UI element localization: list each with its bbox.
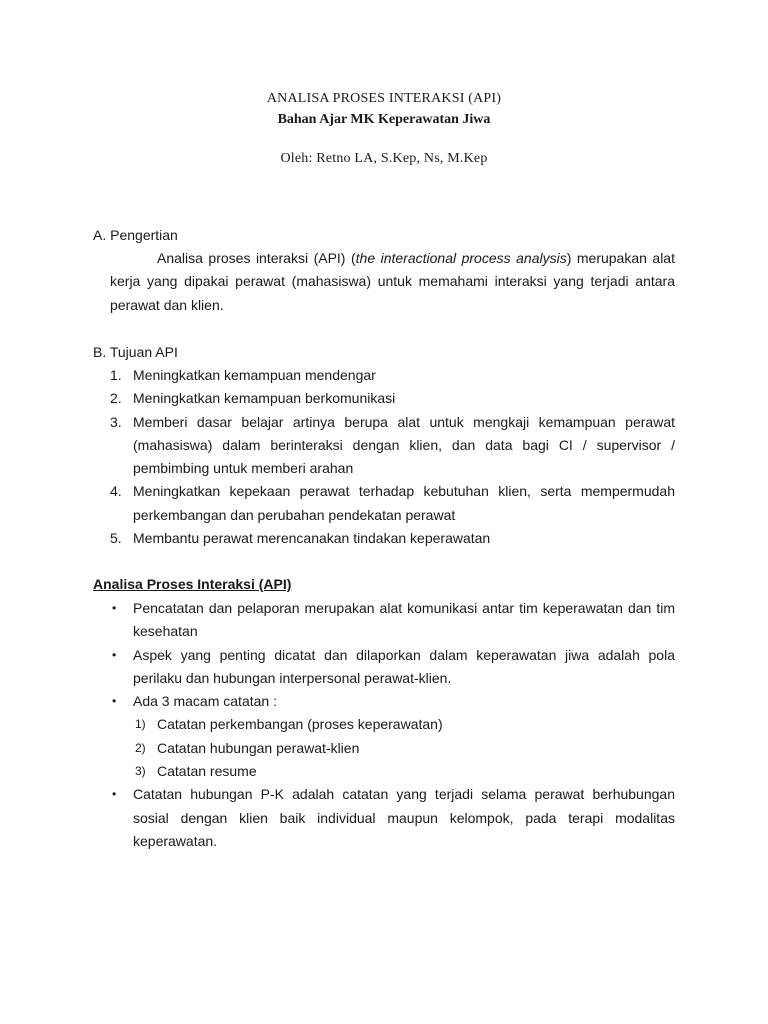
list-item-text: Meningkatkan kemampuan mendengar [133,367,376,383]
list-item-text: Ada 3 macam catatan : [133,693,277,710]
list-marker: 2) [135,740,146,755]
list-item [110,527,675,550]
list-item [110,597,675,644]
sublist-item [133,737,675,760]
list-item-text: Meningkatkan kepekaan perawat terhadap kebutuhan klien, serta mempermudah perkembangan dan perubahan pendekatan perawat [133,483,675,523]
bullet-icon: • [112,787,117,802]
list-item [110,644,675,691]
list-item-text: Memberi dasar belajar artinya berupa alat untuk mengkaji kemampuan perawat (mahasiswa) dalam berinteraksi dengan klien, dan data bagi CI / supervisor / pembimbing untuk memberi arahan [133,413,675,477]
list-marker: 3) [135,764,146,779]
notes-types-sublist [133,713,675,783]
section-b-list [110,364,675,550]
section-a-heading: A. Pengertian [93,227,178,243]
list-marker: 2. [110,390,122,407]
section-a-paragraph-end: ) merupakan alat kerja yang dipakai perawat (mahasiswa) untuk memahami interaksi yang terjadi antara perawat dan klien. [110,250,675,313]
list-marker: 4. [110,483,122,500]
list-item-text: Membantu perawat merencanakan tindakan keperawatan [133,530,491,547]
section-a-paragraph [110,247,675,317]
list-marker: 1) [135,717,146,732]
bullet-icon: • [112,694,117,709]
list-item-text: Aspek yang penting dicatat dan dilaporkan dalam keperawatan jiwa adalah pola perilaku dan hubungan interpersonal perawat-klien. [133,646,675,686]
list-item [110,783,675,853]
document-title: ANALISA PROSES INTERAKSI (API) [266,91,502,106]
section-a-paragraph-start: Analisa proses interaksi (API) ( [157,250,356,266]
list-item [110,480,675,527]
list-item-text: Pencatatan dan pelaporan merupakan alat komunikasi antar tim keperawatan dan tim kesehatan [133,600,675,640]
bullet-icon: • [112,601,117,615]
section-b-heading: B. Tujuan API [93,344,178,360]
sublist-item [133,760,675,783]
list-item-text: Catatan hubungan P-K adalah catatan yang terjadi selama perawat berhubungan sosial dengan klien baik individual maupun kelompok, pada terapi modalitas keperawatan. [133,786,675,849]
document-author: Oleh: Retno LA, S.Kep, Ns, M.Kep [280,151,488,166]
list-item [110,411,675,481]
list-marker: 5. [110,530,122,547]
list-item-text: Meningkatkan kemampuan berkomunikasi [133,390,396,407]
list-marker: 3. [110,413,122,430]
list-item [110,364,675,387]
section-a-paragraph-italic: the interactional process analysis [355,250,567,266]
sublist-item-text: Catatan perkembangan (proses keperawatan) [157,716,443,733]
list-marker: 1. [110,367,122,383]
bullet-icon: • [112,647,117,662]
section-c-list [110,597,675,853]
sublist-item-text: Catatan hubungan perawat-klien [157,739,360,756]
list-item [110,387,675,410]
sublist-item-text: Catatan resume [157,763,257,780]
list-item [110,690,675,783]
sublist-item [133,713,675,736]
document-subtitle: Bahan Ajar MK Keperawatan Jiwa [277,112,491,127]
section-c-heading: Analisa Proses Interaksi (API) [93,576,292,592]
